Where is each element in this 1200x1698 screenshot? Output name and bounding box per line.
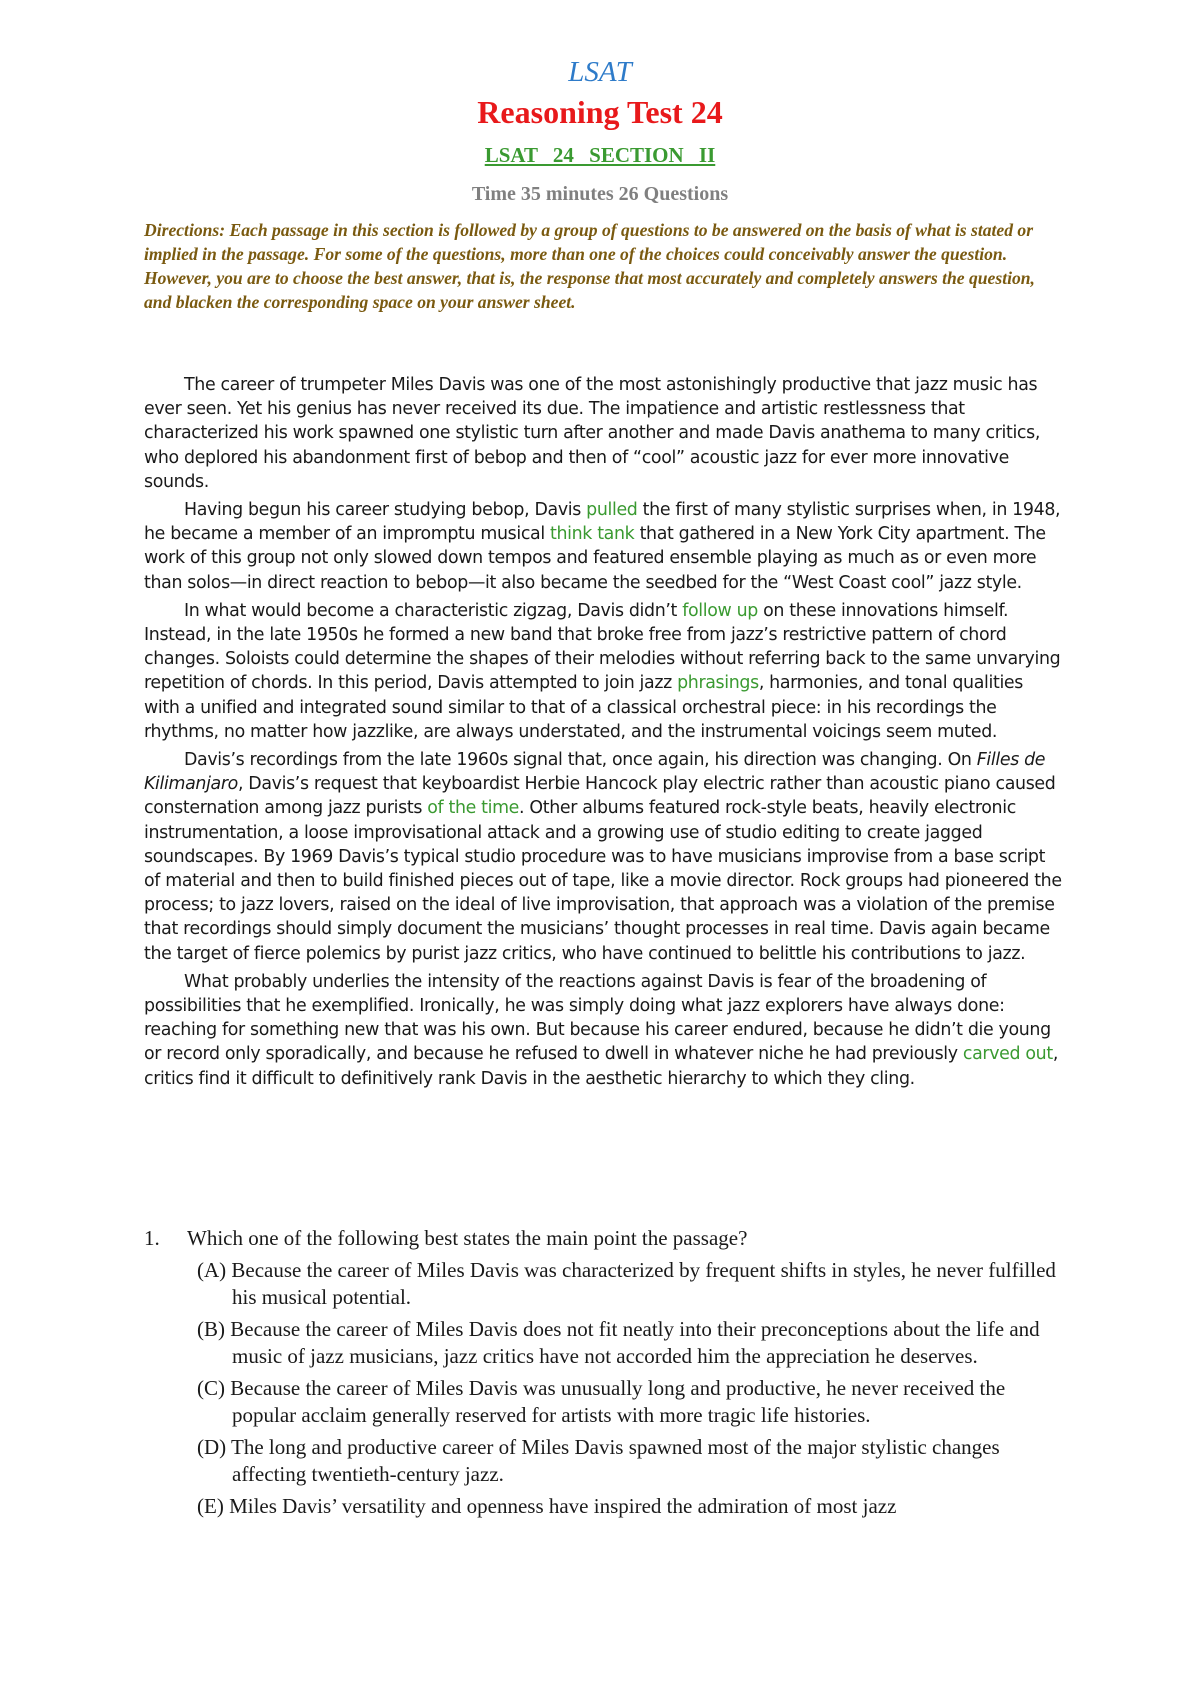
highlighted-term: pulled <box>586 500 638 521</box>
passage-text: What probably underlies the intensity of the reactions against Davis is fear of the broadening of possibilities that he exemplified. Ironically, he was simply doing what jazz explorers have always done: reaching for something new that was his own. But because his career endured, because he didn’t die young or record only sporadically, and because he refused to dwell in whatever niche he had previously <box>144 971 1051 1065</box>
passage-paragraph-4 <box>144 748 1062 966</box>
directions: Directions: Each passage in this section is followed by a group of questions to be answered on the basis of what is stated or implied in the passage. For some of the questions, more than one of the choices could conceivably answer the question. However, you are to choose the best answer, that is, the response that most accurately and completely answers the question, and blacken the corresponding space on your answer sheet. <box>144 220 1035 312</box>
answer-option-a[interactable]: (A) Because the career of Miles Davis was characterized by frequent shifts in styles, he never fulfilled his musical potential. <box>197 1257 1056 1309</box>
exam-name: LSAT <box>568 56 632 88</box>
album-title: Filles de Kilimanjaro <box>144 750 1046 795</box>
highlighted-term: follow up <box>682 600 758 621</box>
question-stem <box>144 1225 1064 1253</box>
passage-paragraph-2 <box>144 498 1062 595</box>
passage-text: , harmonies, and tonal qualities with a unified and integrated sound similar to that of a classical orchestral piece: in his recordings the rhythms, no matter how jazzlike, are always understated, and the instrumental voicings seem muted. <box>144 673 1023 742</box>
passage-text: . Other albums featured rock-style beats, heavily electronic instrumentation, a loose improvisational attack and a growing use of studio editing to create jagged soundscapes. By 1969 Davis’s typical studio procedure was to have musicians improvise from a base script of material and then to build finished pieces out of tape, like a movie director. Rock groups had pioneered the process; to jazz lovers, raised on the ideal of live improvisation, that approach was a violation of the premise that recordings should simply document the musicians’ thought processes in real time. Davis again became the target of fierce polemics by purist jazz critics, who have continued to belittle his contributions to jazz. <box>144 798 1062 964</box>
passage-text: Having begun his career studying bebop, Davis <box>184 500 587 521</box>
passage-text: that gathered in a New York City apartment. The work of this group not only slowed down tempos and featured ensemble playing as much as or even more than solos—in direct reaction to bebop—it also became the seedbed for the “West Coast cool” jazz style. <box>144 524 1046 593</box>
highlighted-term: carved out <box>962 1044 1053 1065</box>
answer-option-b[interactable]: (B) Because the career of Miles Davis does not fit neatly into their preconceptions about the life and music of jazz musicians, jazz critics have not accorded him the appreciation he deserves. <box>197 1316 1040 1368</box>
answer-option-e[interactable]: (E) Miles Davis’ versatility and openness have inspired the admiration of most jazz <box>197 1493 897 1518</box>
passage-paragraph-1 <box>144 373 1062 494</box>
passage-text: the first of many stylistic surprises when, in 1948, he became a member of an impromptu musical <box>144 500 1061 545</box>
passage-text: , Davis’s request that keyboardist Herbie Hancock play electric rather than acoustic piano caused consternation among jazz purists <box>144 774 1056 819</box>
reading-passage <box>144 373 1062 1095</box>
time-info: Time 35 minutes 26 Questions <box>471 183 729 205</box>
passage-paragraph-5 <box>144 970 1062 1091</box>
answer-option-d[interactable]: (D) The long and productive career of Miles Davis spawned most of the major stylistic changes affecting twentieth-century jazz. <box>197 1434 1000 1486</box>
question-1 <box>144 1225 1064 1524</box>
section-heading: LSAT 24 SECTION II <box>484 143 716 167</box>
answer-option-c[interactable]: (C) Because the career of Miles Davis was unusually long and productive, he never received the popular acclaim generally reserved for artists with more tragic life histories. <box>197 1375 1006 1427</box>
passage-text: Davis’s recordings from the late 1960s signal that, once again, his direction was changing. On <box>184 750 977 771</box>
passage-paragraph-3 <box>144 599 1062 744</box>
passage-text: on these innovations himself. Instead, in the late 1950s he formed a new band that broke free from jazz’s restrictive pattern of chord changes. Soloists could determine the shapes of their melodies without referring back to the same unvarying repetition of chords. In this period, Davis attempted to join jazz <box>144 600 1061 694</box>
passage-text: , critics find it difficult to definitively rank Davis in the aesthetic hierarchy to which they cling. <box>144 1044 1058 1089</box>
question-number: 1. <box>144 1226 160 1250</box>
highlighted-term: phrasings <box>677 673 759 694</box>
question-text: Which one of the following best states the main point the passage? <box>187 1226 748 1250</box>
highlighted-term: think tank <box>550 524 635 545</box>
highlighted-term: of the time <box>427 798 520 819</box>
passage-text: The career of trumpeter Miles Davis was one of the most astonishingly productive that jazz music has ever seen. Yet his genius has never received its due. The impatience and artistic restlessness that characterized his work spawned one stylistic turn after another and made Davis anathema to many critics, who deplored his abandonment first of bebop and then of “cool” acoustic jazz for ever more innovative sounds. <box>144 375 1041 492</box>
page-title: Reasoning Test 24 <box>477 94 723 130</box>
passage-text: In what would become a characteristic zigzag, Davis didn’t <box>184 600 683 621</box>
